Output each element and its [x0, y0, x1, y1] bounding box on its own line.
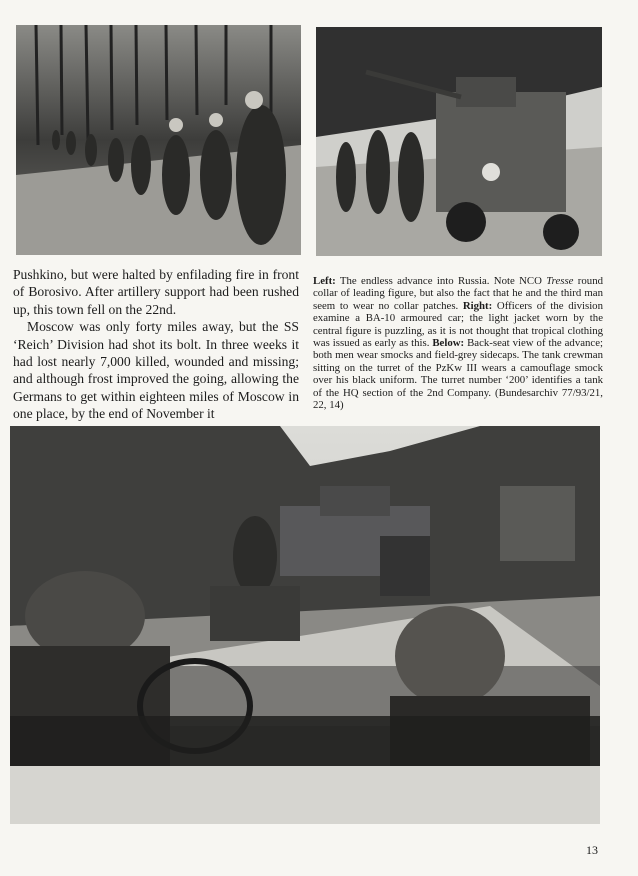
caption-left-text-2: round collar of leading figure, but also the fact that he and the third man seem to wear no collar patches.: [313, 275, 603, 312]
caption-right-label: Right:: [462, 299, 493, 312]
caption-below-text: Back-seat view of the advance; both men wear smocks and field-grey sidecaps. The tank crewman sitting on the turret of the PzKw III wears a camouflage smock over his black uniform. The turret number ‘200’ identifies a tank of the HQ section of the 2nd Company. (Bundesarchiv 77/93/21, 22, 14): [313, 337, 603, 412]
caption-right-text: Officers of the division examine a BA-10 armoured car; the light jacket worn by the central figure is puzzling, as it is not thought that tropical clothing was issued as early as this.: [313, 299, 603, 350]
body-paragraph: Moscow was only forty miles away, but the SS ‘Reich’ Division had shot its bolt. In three weeks it had lost nearly 7,000 killed, wounded and missing; and although frost improved the going, allowing the Germans to get within eighteen miles of Moscow in one place, by the end of November it: [13, 319, 299, 422]
caption-left-label: Left:: [313, 275, 336, 287]
body-paragraph: Pushkino, but were halted by enfilading fire in front of Borosivo. After artillery support had been rushed up, this town fell on the 22nd.: [13, 267, 299, 317]
photo-armoured-car: [316, 27, 602, 256]
page-number: 13: [586, 843, 598, 857]
photo-caption: [313, 275, 603, 411]
caption-below-label: Below:: [432, 337, 465, 350]
caption-left-italic: Tresse: [546, 275, 574, 287]
body-text: [13, 266, 299, 423]
caption-left-text: The endless advance into Russia. Note NCO: [335, 275, 547, 287]
photo-marching-column: [16, 25, 301, 255]
photo-back-seat-view: [10, 426, 600, 824]
